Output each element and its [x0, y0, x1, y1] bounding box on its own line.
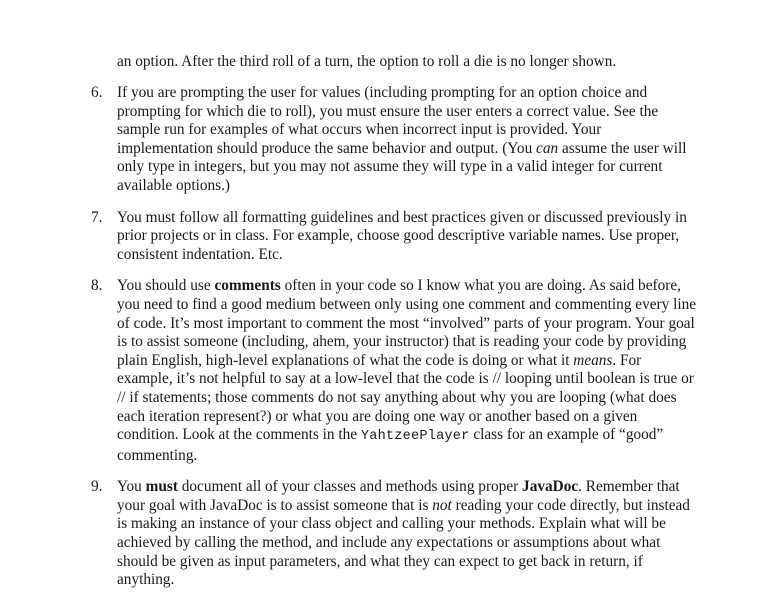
- item-text: If you are prompting the user for values (including prompting for an option choice and prompting for which die to roll), you must ensure the user enters a correct value. See the sample run for examples of what occurs when incorrect input is provided. Your implementation should produce the same behavior and output. (You can assume the user will only type in integers, but you may not assume they will type in a valid integer for current available options.): [117, 84, 687, 194]
- item-number: 9.: [91, 478, 103, 496]
- list-item-8: [0, 277, 699, 465]
- item-number: 6.: [91, 84, 103, 101]
- list-item-9: [0, 478, 699, 590]
- emphasis: can: [536, 139, 559, 157]
- code-class-name: YahtzeePlayer: [360, 429, 470, 445]
- item-text: You must document all of your classes and methods using proper JavaDoc. Remember that your goal with JavaDoc is to assist someone that is not reading your code directly, but instead is making an instance of your class object and calling your methods. Explain what will be achieved by calling the method, and include any expectations or assumptions about what should be given as input parameters, and what they can expect to get back in return, if anything.: [117, 478, 690, 589]
- list-item-7: [0, 209, 699, 265]
- item-number: 8.: [91, 277, 103, 295]
- bold-text: comments: [214, 277, 281, 295]
- item-text: You should use comments often in your code so I know what you are doing. As said before, you need to find a good medium between only using one comment and commenting every line of code. It’s most important to comment the most “involved” parts of your program. Your goal is to assist someone (including, ahem, your instructor) that is reading your code by providing plain English, high-level explanations of what the code is doing or what it means. For example, it’s not helpful to say at a low-level that the code is // looping until boolean is true or // if statements; those comments do not say anything about why you are looping (what does each iteration represent?) or what you are doing one way or another based on a given condition. Look at the comments in the YahtzeePlayer class for an example of “good” commenting.: [117, 277, 697, 464]
- item-text: You must follow all formatting guidelines and best practices given or discussed previously in prior projects or in class. For example, choose good descriptive variable names. Use proper, consistent indentation. Etc.: [117, 208, 687, 263]
- bold-text: must: [145, 478, 178, 496]
- bold-text-javadoc: JavaDoc: [522, 478, 579, 496]
- emphasis: not: [432, 496, 452, 514]
- emphasis: means: [573, 351, 613, 369]
- requirements-list: [0, 84, 777, 603]
- list-item-6: [0, 84, 699, 196]
- continuation-paragraph: an option. After the third roll of a turn, the option to roll a die is no longer shown.: [117, 53, 617, 70]
- item-number: 7.: [91, 208, 103, 226]
